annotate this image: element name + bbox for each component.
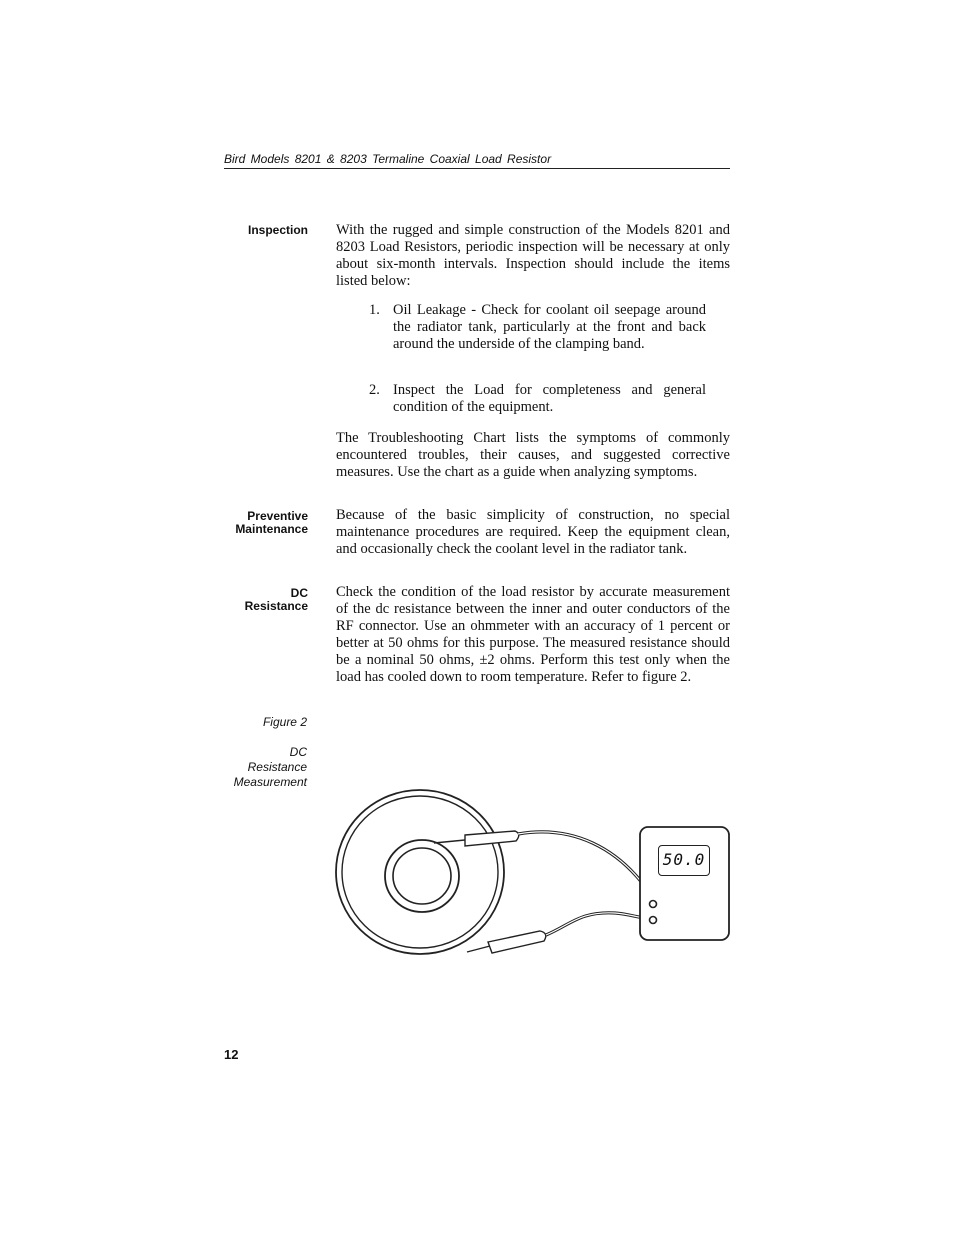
upper-probe bbox=[434, 831, 655, 901]
lower-probe bbox=[467, 913, 655, 953]
dc-resistance-heading-line2: Resistance bbox=[244, 598, 308, 613]
ohmmeter-jack-negative bbox=[650, 917, 657, 924]
list-item-number: 2. bbox=[369, 382, 380, 398]
inspection-heading: Inspection bbox=[247, 223, 308, 237]
preventive-body: Because of the basic simplicity of construction, no special maintenance procedures are required. Keep the equipment clean, and occasionally check the coolant level in the radiator tank. bbox=[336, 507, 730, 557]
dc-resistance-body: Check the condition of the load resistor by accurate measurement of the dc resistance between the inner and outer conductors of the RF connector. Use an ohmmeter with an accuracy of 1 percent or better at 50 ohms for this purpose. The measured resistance should be a nominal 50 ohms, ±2 ohms. Perform this test only when the load has cooled down to room temperature. Refer to figure 2. bbox=[336, 584, 730, 685]
preventive-heading-line1: Preventive bbox=[247, 509, 308, 523]
figure-caption-line1: DC bbox=[289, 745, 307, 759]
ohmmeter bbox=[640, 827, 729, 940]
figure-caption bbox=[200, 745, 307, 790]
figure-caption-line3: Measurement bbox=[233, 775, 307, 789]
figure-label: Figure 2 bbox=[262, 715, 307, 729]
lower-test-lead bbox=[546, 913, 655, 935]
lower-probe-tip bbox=[467, 946, 490, 952]
upper-test-lead bbox=[518, 832, 655, 901]
ohmmeter-jack-positive bbox=[650, 901, 657, 908]
list-item-number: 1. bbox=[369, 302, 380, 318]
list-item bbox=[369, 302, 706, 353]
list-item-text: Oil Leakage - Check for coolant oil seepage around the radiator tank, particularly at the front and back around the underside of the clamping band. bbox=[393, 302, 706, 352]
load-resistor-illustration bbox=[336, 790, 504, 954]
list-item bbox=[369, 382, 706, 416]
running-header: Bird Models 8201 & 8203 Termaline Coaxial Load Resistor bbox=[224, 152, 730, 169]
inspection-intro: With the rugged and simple construction of the Models 8201 and 8203 Load Resistors, periodic inspection will be necessary at only about six-month intervals. Inspection should include the items listed below: bbox=[336, 222, 730, 289]
preventive-heading bbox=[200, 510, 308, 535]
connector-center bbox=[393, 848, 451, 904]
dc-resistance-heading-line1: DC bbox=[290, 586, 308, 600]
load-inner-rim bbox=[342, 796, 498, 948]
figure-caption-line2: Resistance bbox=[247, 760, 307, 774]
lower-probe-handle bbox=[488, 931, 546, 953]
dc-resistance-figure bbox=[330, 785, 740, 985]
upper-probe-handle bbox=[465, 831, 519, 846]
dc-resistance-heading bbox=[200, 587, 308, 612]
page-number: 12 bbox=[224, 1047, 239, 1062]
upper-probe-tip bbox=[434, 840, 465, 843]
inspection-outro: The Troubleshooting Chart lists the symptoms of commonly encountered troubles, their causes, and suggested corrective measures. Use the chart as a guide when analyzing symptoms. bbox=[336, 430, 730, 480]
ohmmeter-display: 50.0 bbox=[658, 845, 710, 876]
connector-outer-ring bbox=[385, 840, 459, 912]
preventive-heading-line2: Maintenance bbox=[235, 521, 308, 536]
list-item-text: Inspect the Load for completeness and general condition of the equipment. bbox=[393, 382, 706, 415]
load-outer-rim bbox=[336, 790, 504, 954]
